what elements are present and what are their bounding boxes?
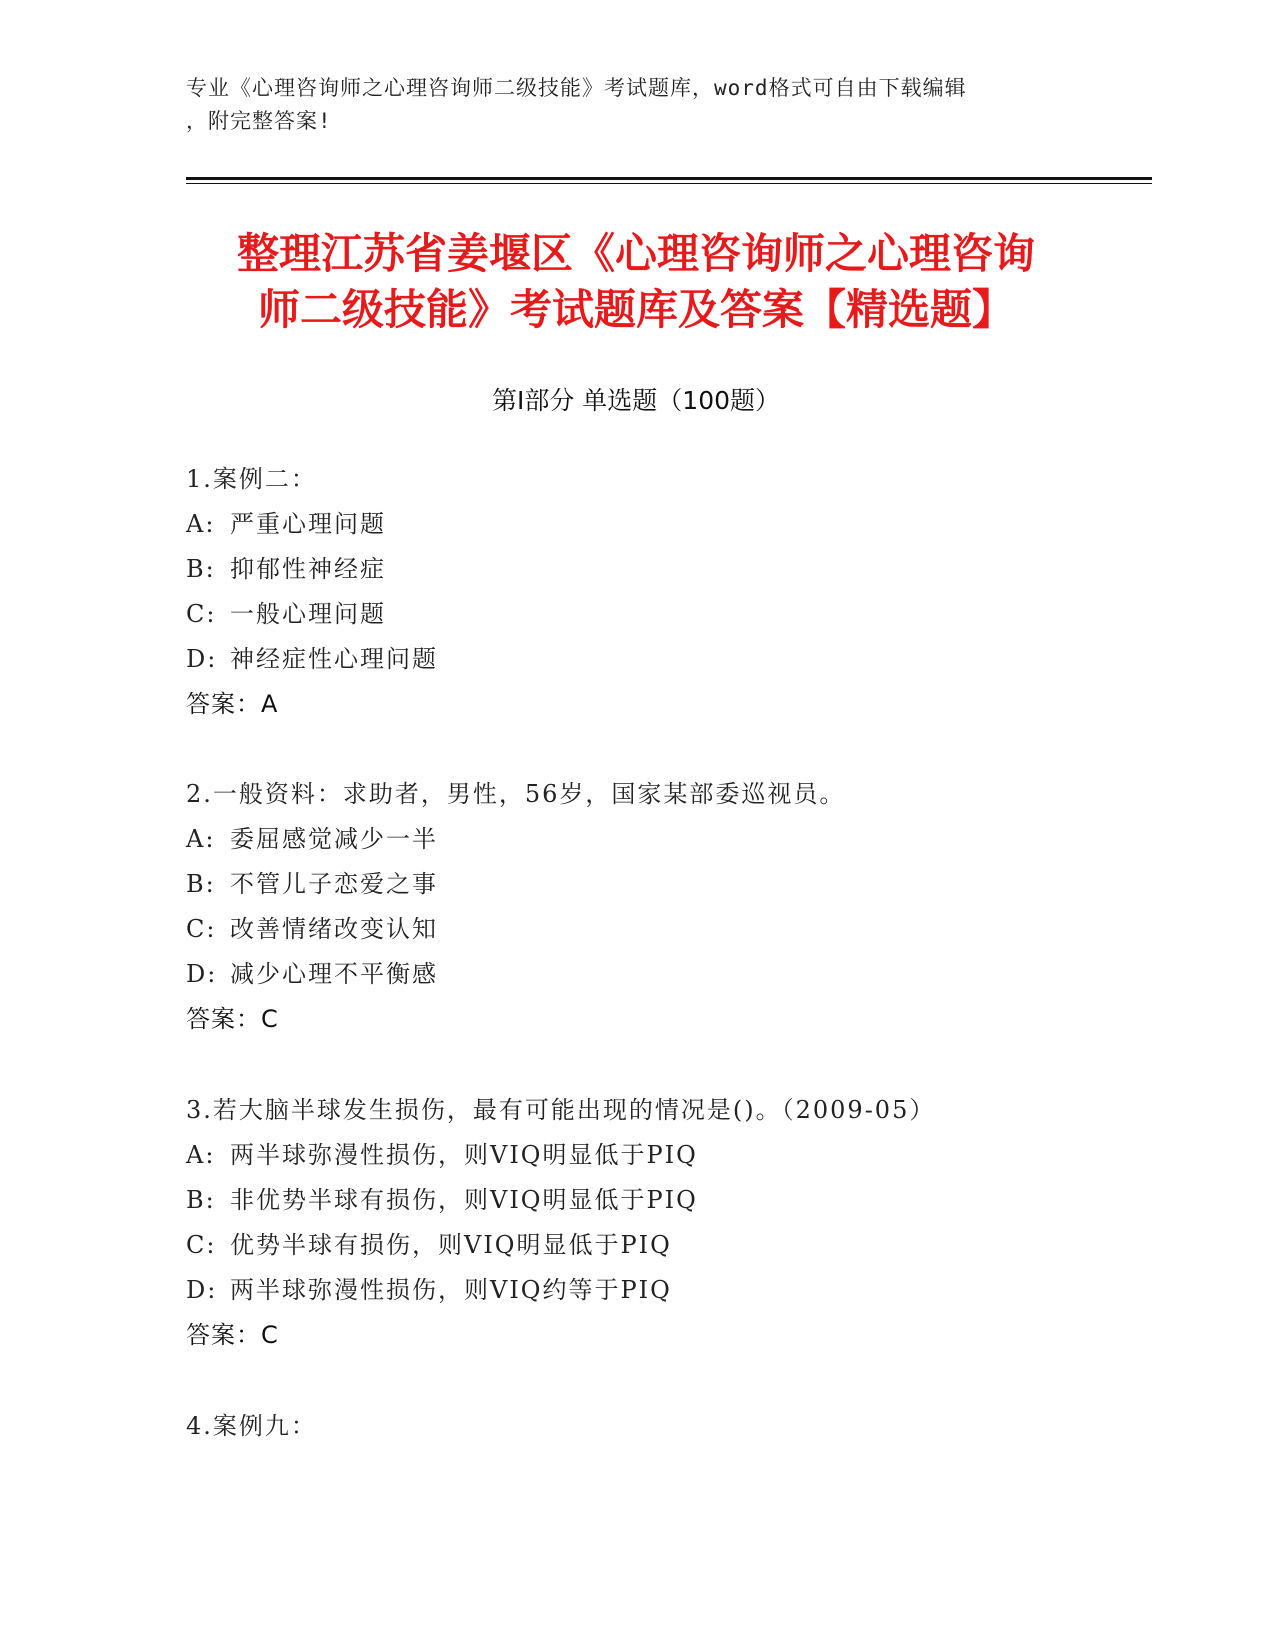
header-divider-thick <box>186 177 1152 180</box>
question-2 <box>186 772 1146 1042</box>
option-letter: C: <box>186 915 217 943</box>
option-letter: C: <box>186 1231 217 1259</box>
option-text: 两半球弥漫性损伤，则VIQ约等于PIQ <box>230 1276 672 1304</box>
question-stem: 4.案例九： <box>186 1412 317 1440</box>
option-letter: D: <box>186 645 218 673</box>
option-text: 改善情绪改变认知 <box>230 915 438 943</box>
question-stem: 3.若大脑半球发生损伤，最有可能出现的情况是()。（2009-05） <box>186 1096 936 1124</box>
answer: 答案：A <box>186 690 279 718</box>
option-letter: D: <box>186 960 218 988</box>
header-note <box>186 72 1086 138</box>
option-text: 委屈感觉减少一半 <box>230 825 438 853</box>
header-note-line-1: 专业《心理咨询师之心理咨询师二级技能》考试题库，word格式可自由下载编辑 <box>186 76 967 100</box>
document-title-line-1: 整理江苏省姜堰区《心理咨询师之心理咨询 <box>236 229 1035 278</box>
option-letter: B: <box>186 1186 216 1214</box>
option-d <box>186 1268 1146 1313</box>
option-letter: A: <box>186 825 216 853</box>
option-b <box>186 547 1146 592</box>
option-text: 抑郁性神经症 <box>230 555 386 583</box>
header-divider-thin <box>186 183 1152 184</box>
option-letter: D: <box>186 1276 218 1304</box>
option-letter: A: <box>186 1141 216 1169</box>
option-a <box>186 502 1146 547</box>
option-text: 严重心理问题 <box>230 510 386 538</box>
question-stem: 2.一般资料：求助者，男性，56岁，国家某部委巡视员。 <box>186 780 846 808</box>
document-title <box>186 226 1086 338</box>
question-1 <box>186 457 1146 727</box>
option-text: 减少心理不平衡感 <box>230 960 438 988</box>
option-letter: B: <box>186 555 216 583</box>
option-letter: B: <box>186 870 216 898</box>
option-b <box>186 1178 1146 1223</box>
option-d <box>186 952 1146 997</box>
option-letter: A: <box>186 510 216 538</box>
answer: 答案：C <box>186 1005 279 1033</box>
question-3 <box>186 1088 1146 1358</box>
option-d <box>186 637 1146 682</box>
answer: 答案：C <box>186 1321 279 1349</box>
option-text: 不管儿子恋爱之事 <box>230 870 438 898</box>
question-4 <box>186 1404 1146 1449</box>
header-note-line-2: ，附完整答案! <box>186 109 332 133</box>
option-a <box>186 1133 1146 1178</box>
option-c <box>186 592 1146 637</box>
option-text: 两半球弥漫性损伤，则VIQ明显低于PIQ <box>230 1141 698 1169</box>
option-b <box>186 862 1146 907</box>
option-letter: C: <box>186 600 217 628</box>
section-heading: 第I部分 单选题（100题） <box>491 386 781 415</box>
question-stem: 1.案例二： <box>186 465 317 493</box>
option-c <box>186 1223 1146 1268</box>
option-text: 非优势半球有损伤，则VIQ明显低于PIQ <box>230 1186 698 1214</box>
option-c <box>186 907 1146 952</box>
option-text: 神经症性心理问题 <box>230 645 438 673</box>
option-text: 优势半球有损伤，则VIQ明显低于PIQ <box>230 1231 672 1259</box>
document-title-line-2: 师二级技能》考试题库及答案【精选题】 <box>257 285 1014 334</box>
option-text: 一般心理问题 <box>230 600 386 628</box>
option-a <box>186 817 1146 862</box>
